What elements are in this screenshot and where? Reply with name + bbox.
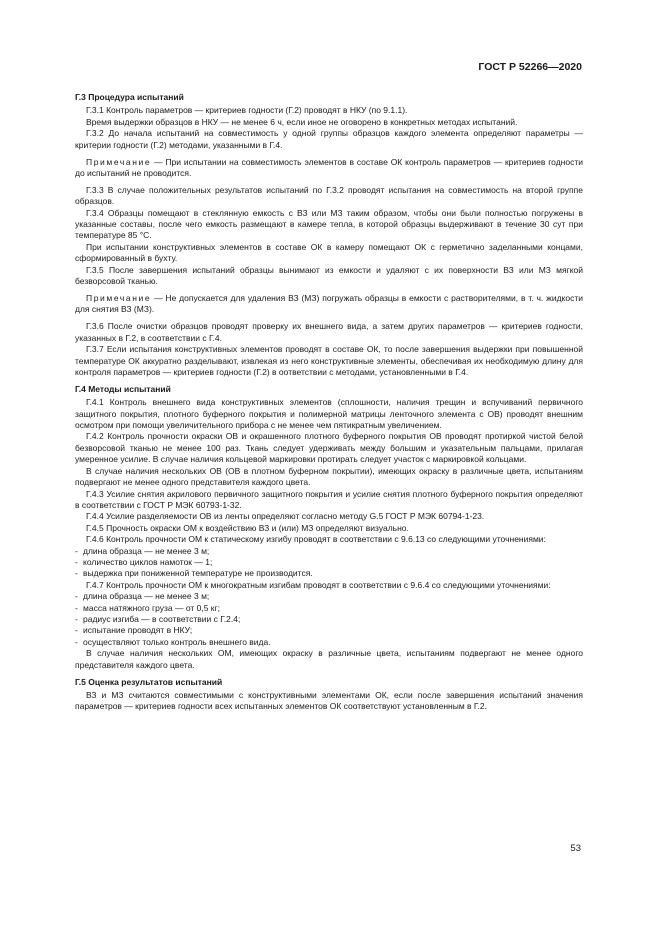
section-heading-g4: Г.4 Методы испытаний xyxy=(75,383,171,394)
paragraph-g4-2-colors: В случае наличия нескольких ОВ (ОВ в плотном буферном покрытии), имеющих окраску в различные цвета, испытаниям подвергают не менее одного представителя каждого цвета. xyxy=(75,465,583,488)
note-label: Примечание xyxy=(86,156,152,167)
section-heading-g5: Г.5 Оценка результатов испытаний xyxy=(75,676,223,687)
paragraph-g4-1: Г.4.1 Контроль внешнего вида конструктивных элементов (сплошности, наличия трещин и вспучиваний первичного защитного покрытия, плотного буферного покрытия и полимерной матрицы ленточного элемента с ОВ) проводят внешним осмотром при помощи увеличительного прибора с не менее чем пятикратным увеличением. xyxy=(75,397,583,431)
paragraph-g3-2: Г.3.2 До начала испытаний на совместимость у одной группы образцов каждого элемента определяют параметры — критерии годности (Г.2) методами, указанными в Г.4. xyxy=(75,128,583,150)
list-item: - испытание проводят в НКУ; xyxy=(75,625,193,636)
paragraph-g4-7: Г.4.7 Контроль прочности ОМ к многократным изгибам проводят в соответствии с 9.6.4 со следующими уточнениями: xyxy=(86,579,551,590)
list-item: - длина образца — не менее 3 м; xyxy=(75,545,210,556)
note-text: — При испытании на совместимость элементов в составе ОК контроль параметров — критериев годности до испытаний не проводится. xyxy=(75,156,583,178)
paragraph-g4-4: Г.4.4 Усилие разделяемости ОВ из ленты определяют согласно методу G.5 ГОСТ Р МЭК 60794-1-23. xyxy=(86,511,485,522)
paragraph-g3-1: Г.3.1 Контроль параметров — критериев годности (Г.2) проводят в НКУ (по 9.1.1). xyxy=(86,105,408,116)
list-item: - осуществляют только контроль внешнего вида. xyxy=(75,636,271,647)
list-item: - выдержка при пониженной температуре не производится. xyxy=(75,568,313,579)
paragraph-g4-6: Г.4.6 Контроль прочности ОМ к статическому изгибу проводят в соответствии с 9.6.13 со следующими уточнениями: xyxy=(86,534,546,545)
paragraph-g4-3: Г.4.3 Усилие снятия акрилового первичного защитного покрытия и усилие снятия плотного буферного покрытия определяют в соответствии с ГОСТ Р МЭК 60793-1-32. xyxy=(75,488,583,510)
list-item-text: количество циклов намоток — 1; xyxy=(83,556,213,567)
paragraph-g4-7-colors: В случае наличия нескольких ОМ, имеющих окраску в различные цвета, испытаниям подвергают не менее одного представителя каждого цвета. xyxy=(75,648,583,670)
note-2 xyxy=(75,293,583,316)
paragraph-g5: ВЗ и МЗ считаются совместимыми с конструктивными элементами ОК, если после завершения испытаний значения параметров — критериев годности всех испытанных элементов ОК соответствуют установленным в Г.2. xyxy=(75,689,583,712)
list-item: - масса натяжного груза — от 0,5 кг; xyxy=(75,602,220,613)
note-1 xyxy=(75,157,583,180)
list-item-text: радиус изгиба — в соответствии с Г.2.4; xyxy=(83,613,241,624)
document-code: ГОСТ Р 52266—2020 xyxy=(478,61,582,73)
note-label: Примечание xyxy=(86,293,152,303)
paragraph-g3-7: Г.3.7 Если испытания конструктивных элементов проводят в составе ОК, то после завершения выдержки при повышенной температуре ОК аккуратно разделывают, извлекая из него конструктивные элементы, обеспечивая их необходимую длину для контроля параметров — критериев годности (Г.2) в оответствии с методами, установленными в Г.4. xyxy=(75,344,583,377)
list-item: - длина образца — не менее 3 м; xyxy=(75,591,210,602)
list-item: - радиус изгиба — в соответствии с Г.2.4; xyxy=(75,613,241,624)
note-text: — Не допускается для удаления ВЗ (МЗ) погружать образцы в емкости с растворителями, в т. ч. жидкости для снятия ВЗ (МЗ). xyxy=(75,293,583,315)
page-number: 53 xyxy=(570,843,581,854)
list-item-text: выдержка при пониженной температуре не производится. xyxy=(83,568,313,579)
list-item: - количество циклов намоток — 1; xyxy=(75,556,213,567)
paragraph-g4-2: Г.4.2 Контроль прочности окраски ОВ и окрашенного плотного буферного покрытия ОВ проводят протиркой чистой белой безворсовой тканью не менее 100 раз. Ткань следует удерживать между большим и указательным пальцами, прилагая умеренное усилие. В случае наличия кольцевой маркировки протирать следует участок с маркировкой кольцами. xyxy=(75,431,583,465)
list-item-text: длина образца — не менее 3 м; xyxy=(83,591,210,602)
list-item-text: испытание проводят в НКУ; xyxy=(83,625,193,636)
list-item-text: масса натяжного груза — от 0,5 кг; xyxy=(83,602,220,613)
paragraph-g3-4-ok: При испытании конструктивных элементов в составе ОК в камеру помещают ОК с герметично заделанными концами, сформированный в бухту. xyxy=(75,241,583,264)
list-item-text: осуществляют только контроль внешнего вида. xyxy=(83,636,271,647)
paragraph-g4-5: Г.4.5 Прочность окраски ОМ к воздействию ВЗ и (или) МЗ определяют визуально. xyxy=(86,522,409,533)
paragraph-g3-1-time: Время выдержки образцов в НКУ — не менее 6 ч, если иное не оговорено в конкретных методах испытаний. xyxy=(86,116,518,127)
list-item-text: длина образца — не менее 3 м; xyxy=(83,545,210,556)
paragraph-g3-5: Г.3.5 После завершения испытаний образцы вынимают из емкости и удаляют с их поверхности ВЗ или МЗ мягкой безворсовой тканью. xyxy=(75,264,583,287)
paragraph-g3-3: Г.3.3 В случае положительных результатов испытаний по Г.3.2 проводят испытания на совместимость на второй группе образцов. xyxy=(75,184,583,207)
paragraph-g3-6: Г.3.6 После очистки образцов проводят проверку их внешнего вида, а затем других параметров — критериев годности, указанных в Г.2, в соответствии с Г.4. xyxy=(75,321,583,343)
page-content xyxy=(75,92,583,713)
paragraph-g3-4: Г.3.4 Образцы помещают в стеклянную емкость с ВЗ или МЗ таким образом, чтобы они были полностью погружены в указанные составы, после чего емкость размещают в камере тепла, в которой образцы выдерживают в течение 30 сут при температуре 85 °С. xyxy=(75,207,583,241)
section-heading-g3: Г.3 Процедура испытаний xyxy=(75,92,184,102)
